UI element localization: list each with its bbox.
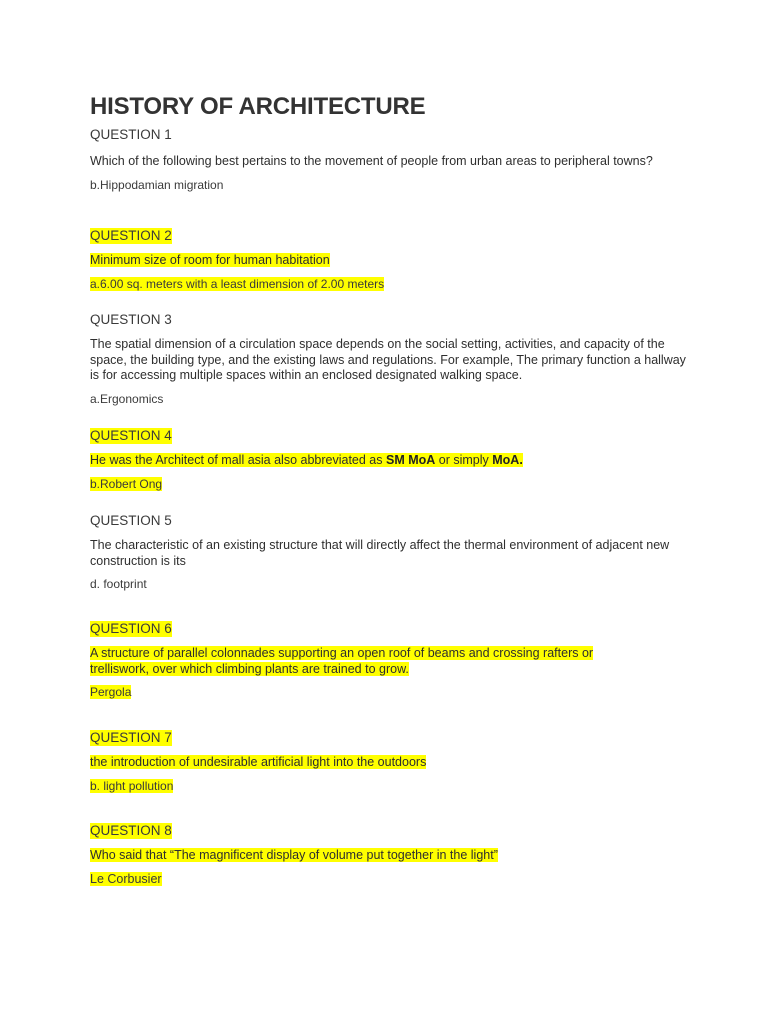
- document-page: [90, 91, 690, 123]
- question-label: QUESTION 4: [90, 428, 172, 443]
- question-block-2: [90, 227, 690, 292]
- question-text: Which of the following best pertains to the movement of people from urban areas to peripheral towns?: [90, 154, 653, 168]
- question-answer: Pergola: [90, 685, 132, 699]
- question-block-1: [90, 126, 690, 193]
- document-title: HISTORY OF ARCHITECTURE: [90, 93, 426, 120]
- question-answer: b.Robert Ong: [90, 476, 163, 491]
- question-label: QUESTION 1: [90, 127, 172, 142]
- question-block-4: [90, 427, 690, 492]
- question-text: Minimum size of room for human habitation: [90, 253, 330, 267]
- question-text: The characteristic of an existing structure that will directly affect the thermal environment of adjacent new construction is its: [90, 538, 670, 568]
- question-label: QUESTION 7: [90, 730, 172, 745]
- question-answer: d. footprint: [90, 577, 147, 591]
- question-block-7: [90, 729, 690, 794]
- question-label: QUESTION 8: [90, 823, 172, 838]
- question-label: QUESTION 6: [90, 621, 172, 636]
- question-answer: b. light pollution: [90, 778, 174, 793]
- question-block-5: [90, 512, 690, 592]
- question-label: QUESTION 3: [90, 312, 172, 327]
- question-answer: Le Corbusier: [90, 871, 162, 886]
- question-block-8: [90, 822, 690, 887]
- question-answer: b.Hippodamian migration: [90, 177, 224, 192]
- question-text: the introduction of undesirable artificial light into the outdoors: [90, 755, 427, 769]
- question-text: Who said that “The magnificent display of volume put together in the light”: [90, 848, 498, 862]
- question-text: A structure of parallel colonnades supporting an open roof of beams and crossing rafters or trelliswork, over which climbing plants are trained to grow.: [90, 646, 594, 676]
- question-block-3: [90, 311, 690, 407]
- question-text: The spatial dimension of a circulation space depends on the social setting, activities, and capacity of the space, the building type, and the existing laws and regulations. For example, The primary function a hallway is for accessing multiple spaces within an enclosed designated walking space.: [90, 337, 686, 382]
- question-label: QUESTION 5: [90, 513, 172, 528]
- question-answer: a.6.00 sq. meters with a least dimension of 2.00 meters: [90, 276, 385, 291]
- question-block-6: [90, 620, 690, 700]
- question-answer: a.Ergonomics: [90, 391, 164, 406]
- question-text: He was the Architect of mall asia also abbreviated as SM MoA or simply MoA.: [90, 453, 523, 467]
- question-label: QUESTION 2: [90, 228, 172, 243]
